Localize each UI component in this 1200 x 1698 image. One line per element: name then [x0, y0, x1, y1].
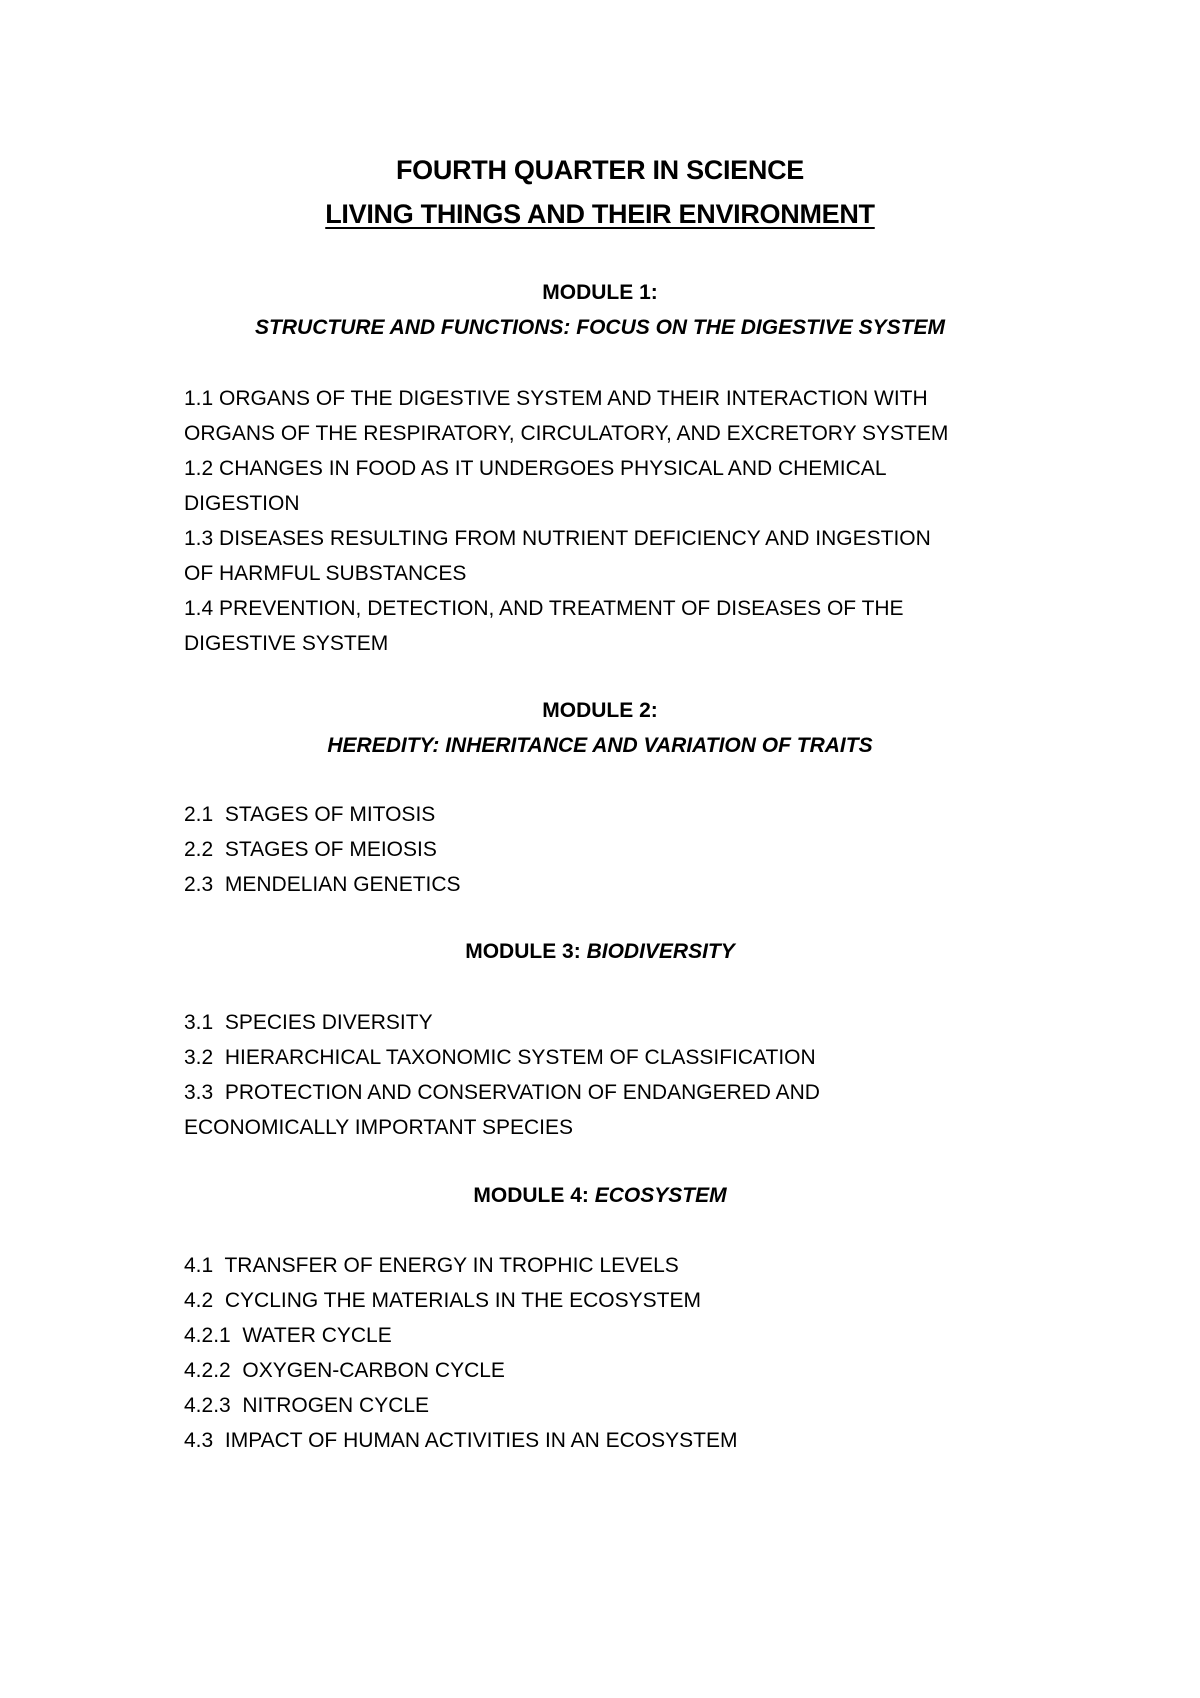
list-item: 4.2.3 NITROGEN CYCLE: [184, 1394, 430, 1417]
module-2-topic: HEREDITY: INHERITANCE AND VARIATION OF TRAITS: [327, 734, 873, 757]
module-3-label: MODULE 3:: [465, 940, 587, 963]
list-item: 2.2 STAGES OF MEIOSIS: [184, 838, 437, 861]
list-item: 1.1 ORGANS OF THE DIGESTIVE SYSTEM AND THEIR INTERACTION WITH: [184, 387, 928, 410]
list-item: 4.2.2 OXYGEN-CARBON CYCLE: [184, 1359, 505, 1382]
module-3-lessons: [184, 1005, 1034, 1145]
module-4-heading: [0, 1179, 1200, 1213]
module-1-label: MODULE 1:: [542, 281, 658, 304]
list-item: 1.4 PREVENTION, DETECTION, AND TREATMENT OF DISEASES OF THE: [184, 597, 904, 620]
list-item: ORGANS OF THE RESPIRATORY, CIRCULATORY, AND EXCRETORY SYSTEM: [184, 422, 949, 445]
list-item: 2.1 STAGES OF MITOSIS: [184, 803, 436, 826]
list-item: 4.2.1 WATER CYCLE: [184, 1324, 392, 1347]
module-1-lessons: [184, 381, 1034, 661]
list-item: DIGESTION: [184, 492, 300, 515]
list-item: OF HARMFUL SUBSTANCES: [184, 562, 467, 585]
list-item: DIGESTIVE SYSTEM: [184, 632, 389, 655]
module-3-heading: [0, 935, 1200, 969]
list-item: 3.3 PROTECTION AND CONSERVATION OF ENDANGERED AND: [184, 1081, 820, 1104]
list-item: 4.1 TRANSFER OF ENERGY IN TROPHIC LEVELS: [184, 1254, 679, 1277]
module-3-topic: BIODIVERSITY: [586, 940, 735, 963]
list-item: ECONOMICALLY IMPORTANT SPECIES: [184, 1116, 573, 1139]
module-2-lessons: [184, 797, 1034, 902]
module-4-lessons: [184, 1248, 1034, 1458]
module-1-heading: [0, 276, 1200, 310]
list-item: 4.3 IMPACT OF HUMAN ACTIVITIES IN AN ECOSYSTEM: [184, 1429, 738, 1452]
document-title: FOURTH QUARTER IN SCIENCE: [395, 155, 804, 185]
module-4-topic: ECOSYSTEM: [594, 1184, 727, 1207]
list-item: 4.2 CYCLING THE MATERIALS IN THE ECOSYSTEM: [184, 1289, 701, 1312]
list-item: 3.2 HIERARCHICAL TAXONOMIC SYSTEM OF CLASSIFICATION: [184, 1046, 816, 1069]
document-subtitle: LIVING THINGS AND THEIR ENVIRONMENT: [325, 199, 875, 229]
module-2-label: MODULE 2:: [542, 699, 658, 722]
list-item: 3.1 SPECIES DIVERSITY: [184, 1011, 433, 1034]
list-item: 2.3 MENDELIAN GENETICS: [184, 873, 461, 896]
module-4-label: MODULE 4:: [473, 1184, 595, 1207]
module-2-heading: [0, 694, 1200, 728]
module-1-topic: STRUCTURE AND FUNCTIONS: FOCUS ON THE DIGESTIVE SYSTEM: [255, 316, 945, 339]
list-item: 1.2 CHANGES IN FOOD AS IT UNDERGOES PHYSICAL AND CHEMICAL: [184, 457, 887, 480]
list-item: 1.3 DISEASES RESULTING FROM NUTRIENT DEFICIENCY AND INGESTION: [184, 527, 931, 550]
